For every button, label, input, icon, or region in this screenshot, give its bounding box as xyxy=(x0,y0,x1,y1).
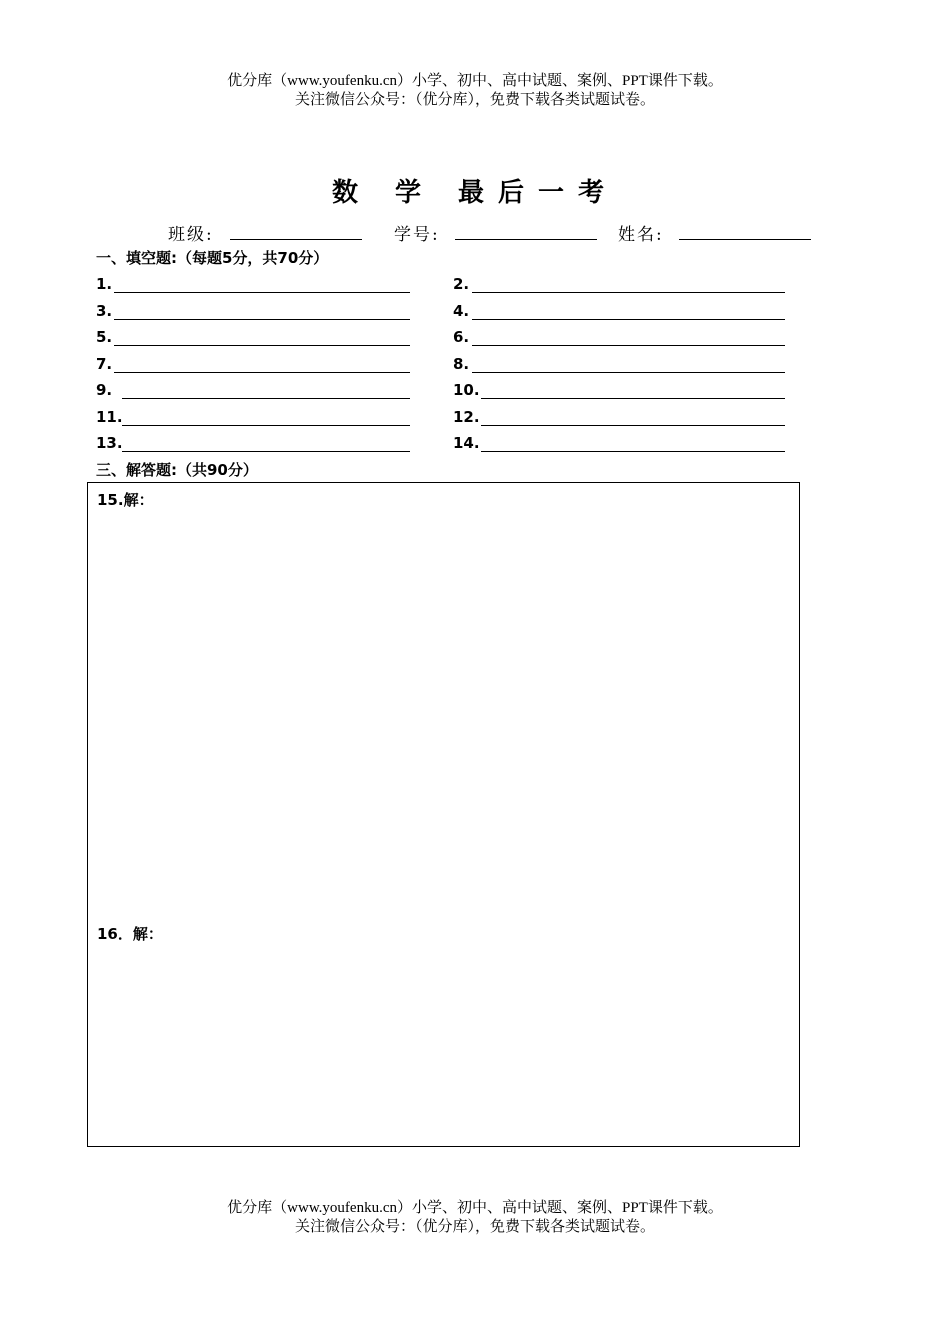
answer-blank-8[interactable] xyxy=(472,372,785,373)
answer-blank-10[interactable] xyxy=(481,398,785,399)
blank-item xyxy=(96,328,410,348)
answer-blank-13[interactable] xyxy=(122,451,410,452)
fill-in-section-heading: 一、填空题:（每题5分，共70分） xyxy=(96,249,329,267)
answer-blank-6[interactable] xyxy=(472,345,785,346)
blank-number: 4. xyxy=(453,302,470,320)
blank-item xyxy=(96,381,410,401)
answer-blank-12[interactable] xyxy=(481,425,785,426)
student-id-field[interactable] xyxy=(455,239,597,240)
blank-number: 11. xyxy=(96,408,123,426)
student-id-label: 学号: xyxy=(394,225,440,245)
blank-item xyxy=(96,302,410,322)
answer-blank-4[interactable] xyxy=(472,319,785,320)
solution-section-heading: 三、解答题:（共90分） xyxy=(96,461,258,479)
blank-number: 1. xyxy=(96,275,113,293)
blank-number: 8. xyxy=(453,355,470,373)
blank-number: 7. xyxy=(96,355,113,373)
answer-blank-2[interactable] xyxy=(472,292,785,293)
header-promo-line-1: 优分库（www.youfenku.cn）小学、初中、高中试题、案例、PPT课件下载。 xyxy=(227,73,723,89)
name-field[interactable] xyxy=(679,239,811,240)
blank-item xyxy=(453,408,785,428)
question-16-label: 16．解： xyxy=(97,925,163,943)
answer-blank-5[interactable] xyxy=(114,345,410,346)
answer-blank-3[interactable] xyxy=(114,319,410,320)
answer-blank-14[interactable] xyxy=(481,451,785,452)
blank-number: 9. xyxy=(96,381,113,399)
blank-number: 6. xyxy=(453,328,470,346)
blank-item xyxy=(453,381,785,401)
blank-item xyxy=(453,355,785,375)
blank-item xyxy=(453,275,785,295)
student-info-row xyxy=(0,216,950,246)
answer-blank-7[interactable] xyxy=(114,372,410,373)
blank-number: 3. xyxy=(96,302,113,320)
blank-item xyxy=(453,328,785,348)
name-label: 姓名: xyxy=(618,225,664,245)
blank-item xyxy=(96,355,410,375)
blank-number: 13. xyxy=(96,434,123,452)
blank-item xyxy=(96,275,410,295)
blank-item xyxy=(453,434,785,454)
blank-number: 5. xyxy=(96,328,113,346)
class-label: 班级: xyxy=(168,225,214,245)
blank-item xyxy=(96,408,410,428)
header-promo-line-2: 关注微信公众号：（优分库），免费下载各类试题试卷。 xyxy=(294,92,655,108)
question-15-label: 15.解： xyxy=(97,491,154,509)
blank-number: 14. xyxy=(453,434,480,452)
blank-number: 10. xyxy=(453,381,480,399)
footer-promo-line-2: 关注微信公众号：（优分库），免费下载各类试题试卷。 xyxy=(294,1219,655,1235)
answer-blank-1[interactable] xyxy=(114,292,410,293)
blank-number: 12. xyxy=(453,408,480,426)
page-title: 数 学 最后一考 xyxy=(331,178,619,208)
answer-blank-9[interactable] xyxy=(122,398,410,399)
answer-blank-11[interactable] xyxy=(122,425,410,426)
blank-number: 2. xyxy=(453,275,470,293)
class-field[interactable] xyxy=(230,239,362,240)
blank-item xyxy=(96,434,410,454)
blank-item xyxy=(453,302,785,322)
answer-box[interactable] xyxy=(87,482,800,1147)
footer-promo-line-1: 优分库（www.youfenku.cn）小学、初中、高中试题、案例、PPT课件下载。 xyxy=(227,1200,723,1216)
